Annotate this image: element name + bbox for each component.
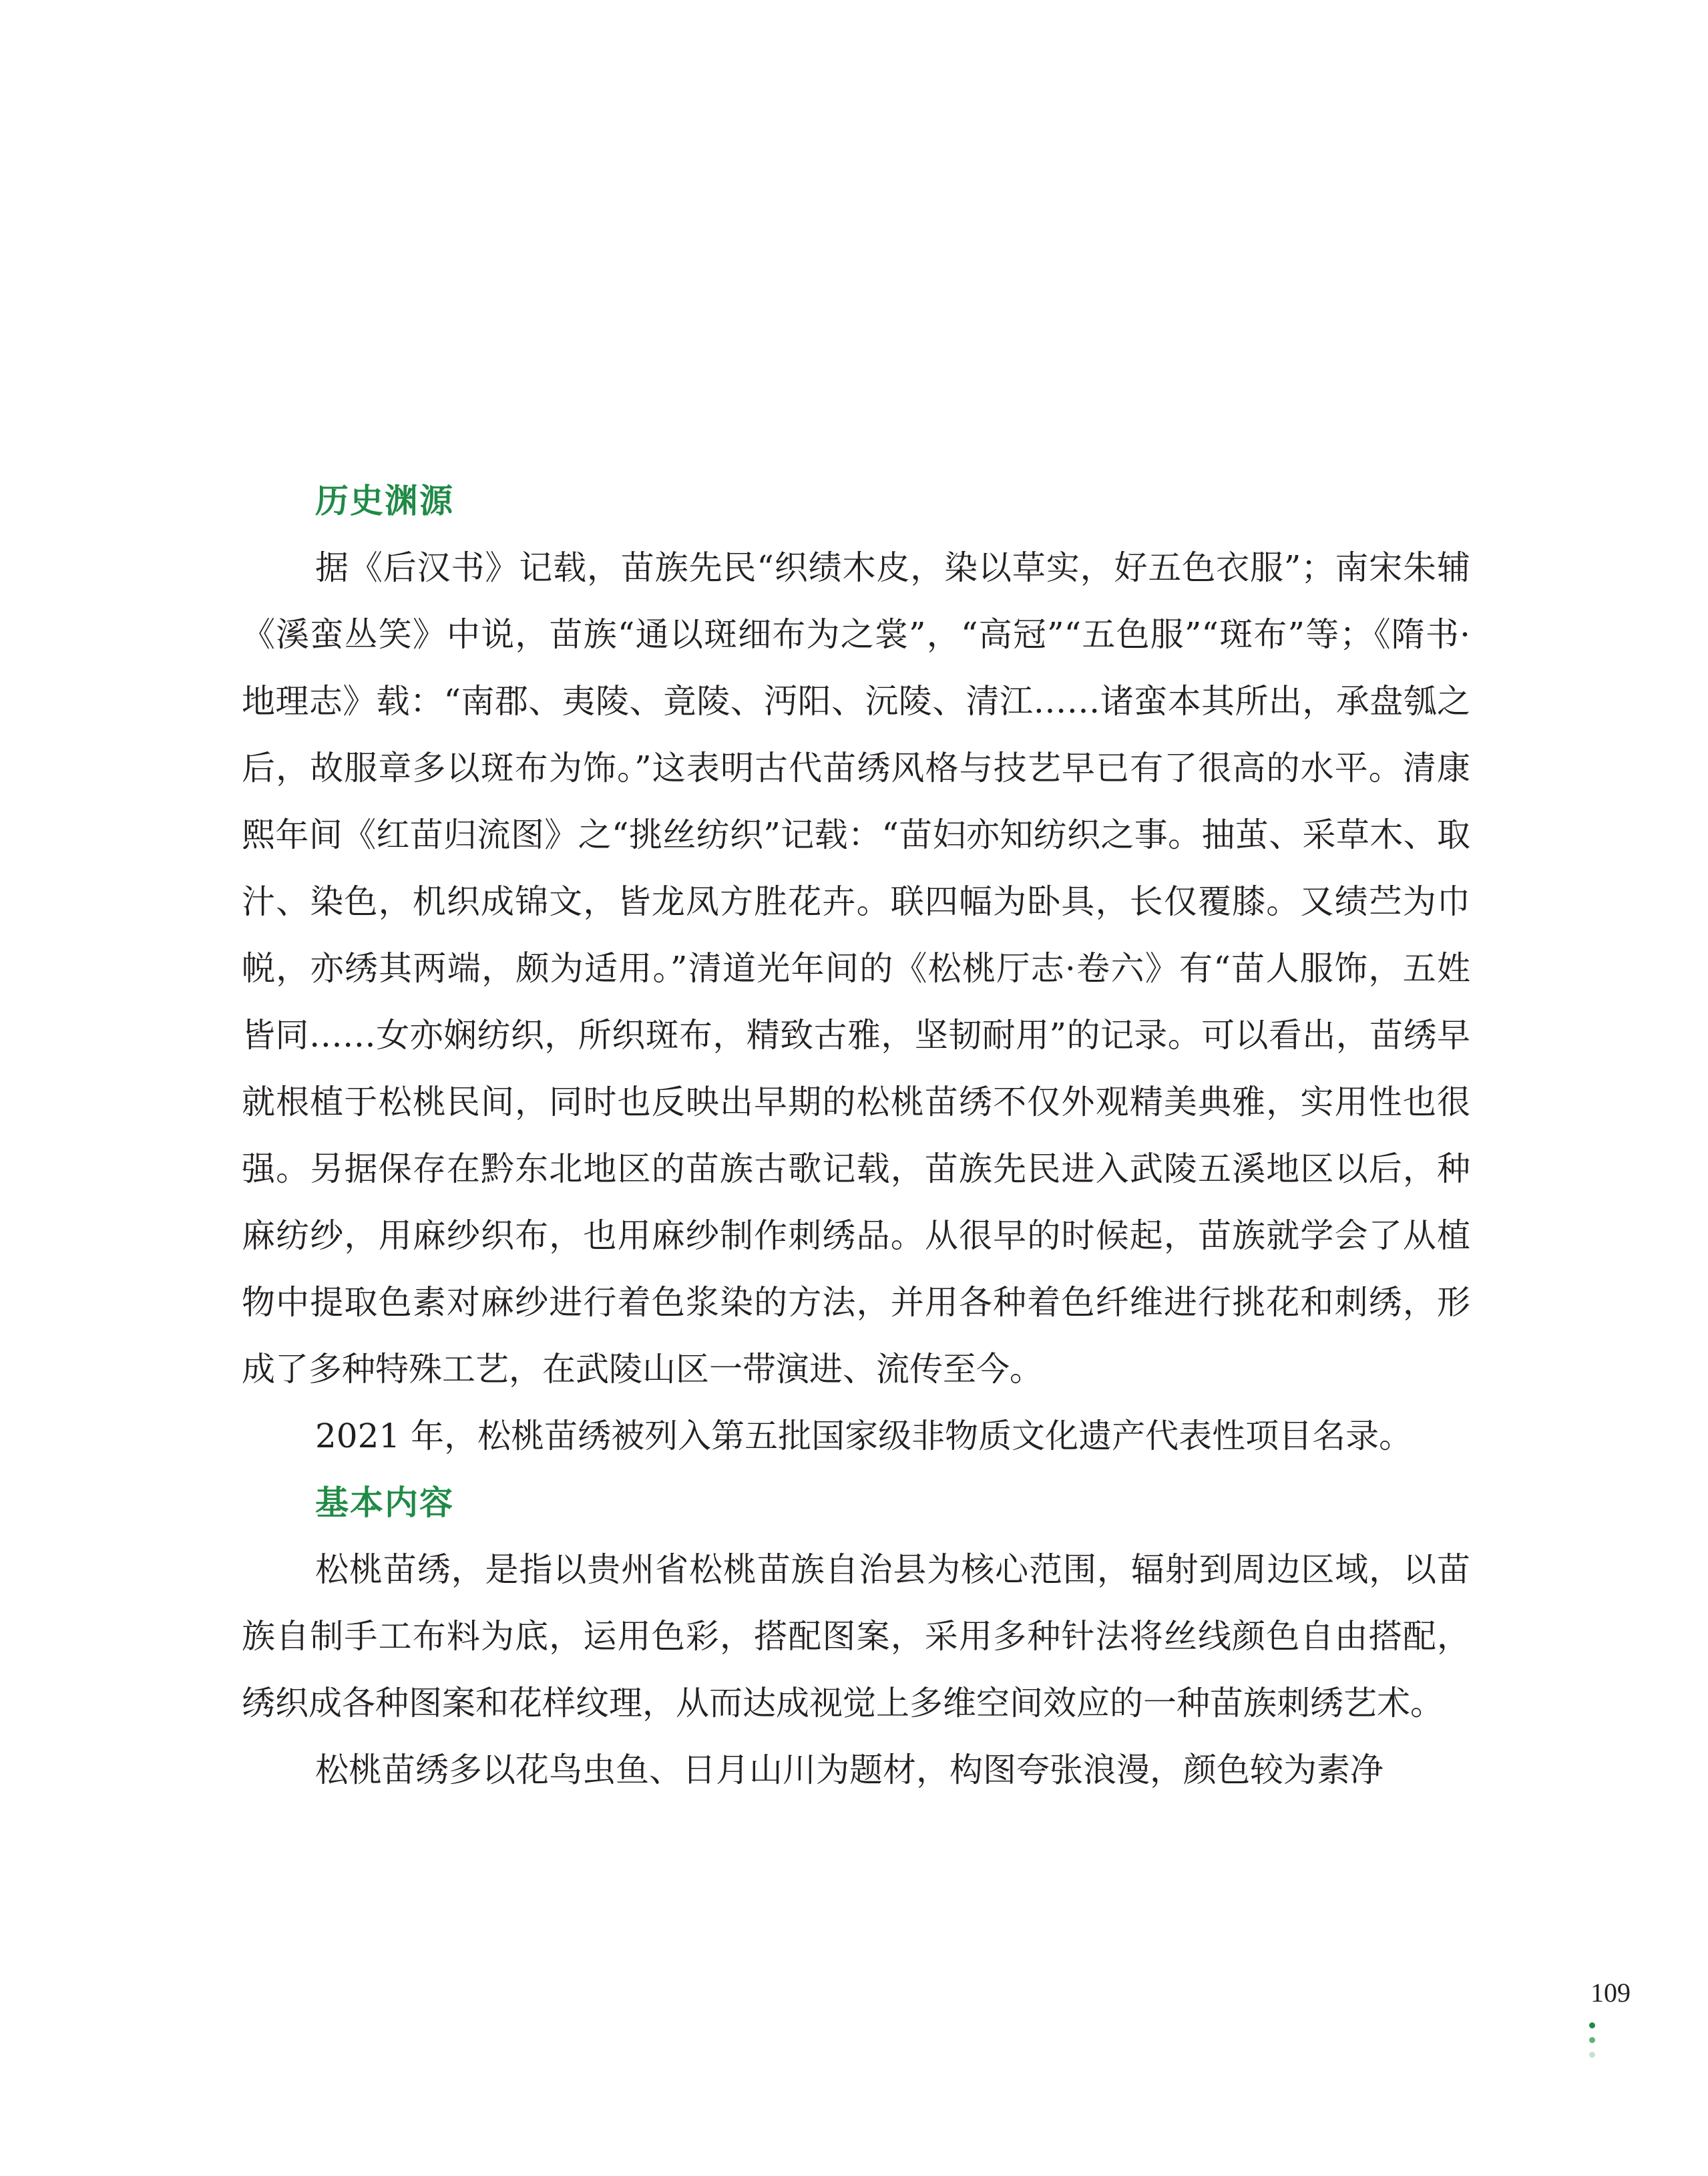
paragraph-content-1: 松桃苗绣，是指以贵州省松桃苗族自治县为核心范围，辐射到周边区域，以苗族自制手工布料为底，运用色彩，搭配图案，采用多种针法将丝线颜色自由搭配，绣织成各种图案和花样纹理，从而达成视觉上多维空间效应的一种苗族刺绣艺术。: [242, 1550, 1470, 1722]
paragraph-history-2: 2021 年，松桃苗绣被列入第五批国家级非物质文化遗产代表性项目名录。: [315, 1417, 1413, 1455]
main-text: [242, 468, 1470, 1803]
paragraph-history-1: 据《后汉书》记载，苗族先民“织绩木皮，染以草实，好五色衣服”；南宋朱辅《溪蛮丛笑》中说，苗族“通以斑细布为之裳”，“高冠”“五色服”“斑布”等；《隋书·地理志》载：“南郡、夷陵、竟陵、沔阳、沅陵、清江……诸蛮本其所出，承盘瓠之后，故服章多以斑布为饰。”这表明古代苗绣风格与技艺早已有了很高的水平。清康熙年间《红苗归流图》之“挑丝纺织”记载：“苗妇亦知纺织之事。抽茧、采草木、取汁、染色，机织成锦文，皆龙凤方胜花卉。联四幅为卧具，长仅覆膝。又绩苎为巾帨，亦绣其两端，颇为适用。”清道光年间的《松桃厅志·卷六》有“苗人服饰，五姓皆同……女亦娴纺织，所织斑布，精致古雅，坚韧耐用”的记录。可以看出，苗绣早就根植于松桃民间，同时也反映出早期的松桃苗绣不仅外观精美典雅，实用性也很强。另据保存在黔东北地区的苗族古歌记载，苗族先民进入武陵五溪地区以后，种麻纺纱，用麻纱织布，也用麻纱制作刺绣品。从很早的时候起，苗族就学会了从植物中提取色素对麻纱进行着色浆染的方法，并用各种着色纤维进行挑花和刺绣，形成了多种特殊工艺，在武陵山区一带演进、流传至今。: [242, 548, 1470, 1389]
paragraph-content-2: 松桃苗绣多以花鸟虫鱼、日月山川为题材，构图夸张浪漫，颜色较为素净: [315, 1751, 1383, 1789]
page-decoration-dots: [1588, 2022, 1596, 2066]
decoration-dot-mid: [1589, 2037, 1595, 2043]
decoration-dot-dark: [1589, 2022, 1595, 2028]
section-heading-content: 基本内容: [315, 1483, 454, 1522]
page-number: 109: [1590, 1978, 1631, 2008]
decoration-dot-light: [1589, 2052, 1595, 2058]
section-heading-history: 历史渊源: [315, 482, 454, 520]
